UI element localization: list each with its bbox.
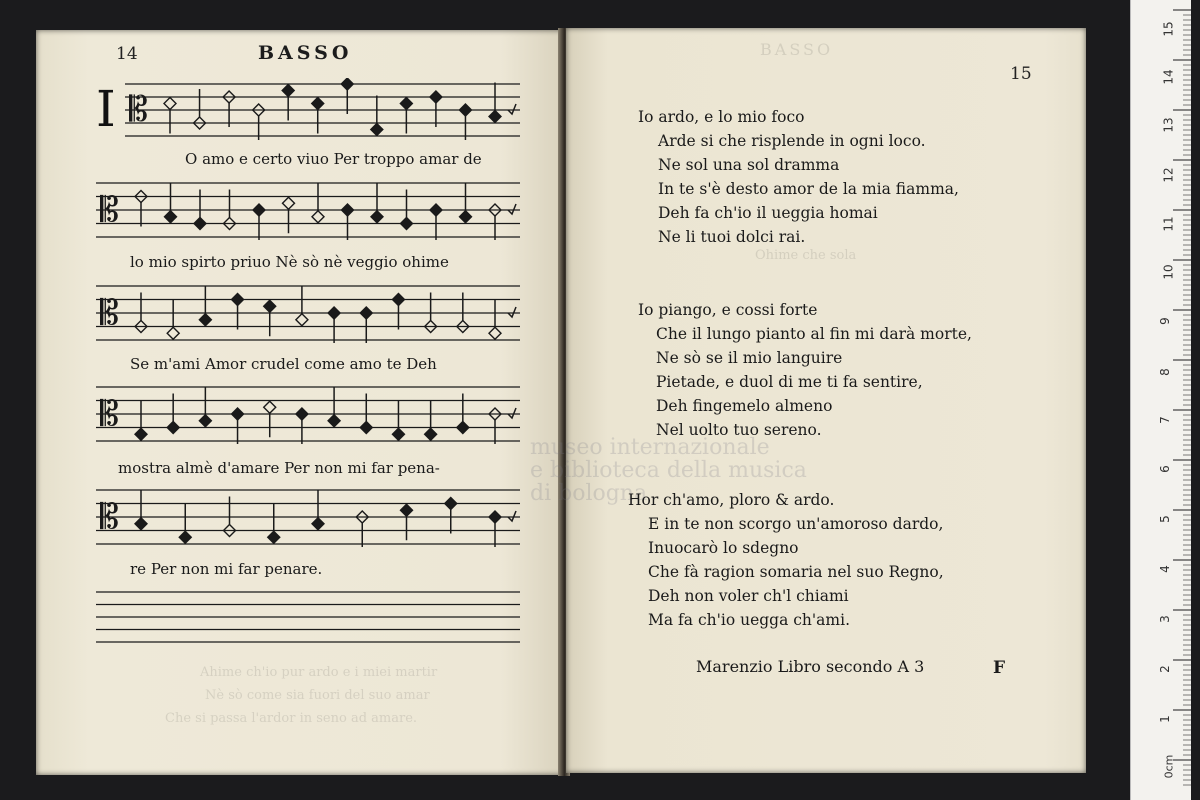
custos-mark [508,408,516,418]
show-through-line: Nè sò come sia fuori del suo amar [205,688,430,703]
music-staff [96,484,520,554]
ruler-mark: 1 [1157,715,1172,723]
ruler-mark: 4 [1157,565,1172,573]
note-head [342,204,354,216]
decorated-initial: I [96,80,116,138]
note-head [401,504,413,516]
note-head [268,531,280,543]
note-head [165,211,177,223]
custos-mark [508,307,516,317]
ruler-mark: 6 [1157,465,1172,473]
note-head [135,428,147,440]
custos-mark [508,511,516,521]
custos-mark [508,104,516,114]
note-head [296,314,308,326]
lyric-line: re Per non mi far penare. [130,560,323,578]
note-head [264,300,276,312]
music-staff [96,381,520,451]
note-head [457,422,469,434]
note-head [194,218,206,230]
note-head [296,408,308,420]
ruler-mark: 2 [1157,665,1172,673]
note-head [392,294,404,306]
gathering-signature: F [993,658,1006,678]
watermark-line: museo internazionale [530,435,770,460]
clef-symbol: 𝄡 [129,89,148,130]
note-head [312,518,324,530]
note-head [312,211,324,223]
note-head [489,327,501,339]
note-head [401,218,413,230]
ruler-unit-label: 0cm [1162,754,1176,779]
clef-symbol: 𝄡 [100,292,119,333]
show-through-line: Ohime che sola [755,248,857,263]
note-head [460,211,472,223]
note-head [164,98,176,110]
lyric-line: Se m'ami Amor crudel come amo te Deh [130,355,437,373]
watermark-line: di bologna [530,481,648,506]
custos-mark [508,204,516,214]
note-head [167,422,179,434]
watermark-line: e biblioteca della musica [530,458,807,483]
verse-line: Che fà ragion somaria nel suo Regno, [648,563,944,581]
ruler-mark: 5 [1157,515,1172,523]
note-head [430,91,442,103]
note-head [400,98,412,110]
note-head [232,408,244,420]
note-head [179,531,191,543]
clef-symbol: 𝄡 [100,393,119,434]
note-head [489,111,501,123]
right-page-number: 15 [1010,64,1032,84]
show-through-line: Ahime ch'io pur ardo e i miei martir [200,665,438,680]
verse-line: Inuocarò lo sdegno [648,539,799,557]
ruler-mark: 10 [1161,264,1176,280]
show-through-line: BASSO [760,40,834,59]
verse-line: Ne sò se il mio languire [656,349,843,367]
note-head [283,197,295,209]
note-head [392,428,404,440]
note-head [328,307,340,319]
note-head [199,415,211,427]
empty-music-staff [96,586,520,652]
ruler-mark: 3 [1157,615,1172,623]
music-staff [125,78,520,146]
lyric-line: O amo e certo viuo Per troppo amar de [185,150,482,168]
verse-line: Deh fingemelo almeno [656,397,833,415]
note-head [264,401,276,413]
ruler-mark: 14 [1161,69,1176,85]
note-head [341,78,353,90]
ruler-mark: 12 [1161,167,1176,183]
ruler-mark: 8 [1157,368,1172,376]
ruler-mark: 9 [1157,317,1172,325]
ruler-mark: 15 [1161,21,1176,37]
note-head [360,307,372,319]
note-head [445,498,457,510]
verse-line: Nel uolto tuo sereno. [656,421,822,439]
note-head [430,204,442,216]
verse-line: E in te non scorgo un'amoroso dardo, [648,515,944,533]
note-head [371,124,383,136]
verse-line: Ne li tuoi dolci rai. [658,228,806,246]
note-head [312,98,324,110]
note-head [232,294,244,306]
verse-line: Arde si che risplende in ogni loco. [658,132,926,150]
note-head [371,211,383,223]
verse-line: Che il lungo pianto al fin mi darà morte, [656,325,972,343]
signature-line: Marenzio Libro secondo A 3 [696,657,925,676]
note-head [328,415,340,427]
verse-line: In te s'è desto amor de la mia fiamma, [658,180,959,198]
verse-line: Hor ch'amo, ploro & ardo. [628,491,835,509]
verse-line: Pietade, e duol di me ti fa sentire, [656,373,923,391]
ruler-mark: 11 [1161,216,1176,232]
note-head [360,422,372,434]
note-head [282,85,294,97]
verse-line: Deh fa ch'io il ueggia homai [658,204,878,222]
clef-symbol: 𝄡 [100,189,119,230]
clef-symbol: 𝄡 [100,496,119,537]
note-head [135,518,147,530]
verse-line: Ma fa ch'io uegga ch'ami. [648,611,850,629]
verse-line: Io piango, e cossi forte [638,301,818,319]
music-staff [96,280,520,350]
running-head: BASSO [258,42,353,64]
measuring-ruler [1130,0,1191,800]
music-staff [96,177,520,247]
verse-line: Ne sol una sol dramma [658,156,840,174]
note-head [199,314,211,326]
ruler-mark: 13 [1161,117,1176,133]
note-head [425,428,437,440]
note-head [489,511,501,523]
ruler-mark: 7 [1157,416,1172,424]
show-through-line: Che si passa l'ardor in seno ad amare. [165,711,418,726]
lyric-line: lo mio spirto priuo Nè sò nè veggio ohime [130,253,449,271]
verse-line: Io ardo, e lo mio foco [638,108,805,126]
left-page-number: 14 [116,44,138,64]
note-head [167,327,179,339]
note-head [459,104,471,116]
note-head [253,204,265,216]
verse-line: Deh non voler ch'l chiami [648,587,849,605]
lyric-line: mostra almè d'amare Per non mi far pena- [118,459,440,477]
